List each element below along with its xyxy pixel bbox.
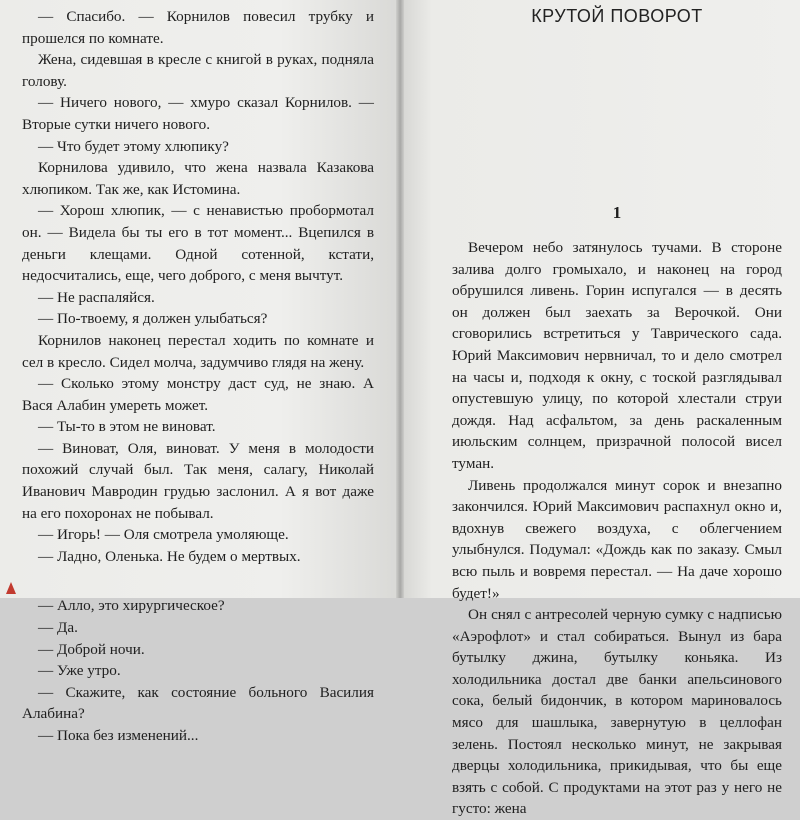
paragraph: — Не распаляйся. — [38, 288, 155, 306]
paragraph: — Пока без изменений... — [38, 727, 199, 744]
chapter-number: 1 — [612, 203, 622, 222]
paragraph: — Алло, это хирургическое? — [38, 597, 225, 615]
book-gutter — [396, 0, 404, 598]
red-mark-icon — [6, 582, 16, 594]
paragraph: — Спасибо. — Корнилов повесил трубку и прошелся по комнате. — [22, 8, 374, 47]
right-page-text — [452, 237, 782, 820]
paragraph: — Хорош хлюпик, — с ненавистью пробормотал он. — Видела бы ты его в тот момент... Вцепился в деньги клещами. Одной сотенной, кстати, недосчитались, еще, чего доброго, с меня вычтут. — [22, 202, 374, 285]
left-page-text — [22, 6, 374, 747]
paragraph: — Сколько этому монстру даст суд, не знаю. А Вася Алабин умереть может. — [22, 375, 374, 414]
paragraph: — Ты-то в этом не виноват. — [38, 418, 216, 436]
paragraph: — Игорь! — Оля смотрела умоляюще. — [38, 526, 289, 544]
paragraph: — По-твоему, я должен улыбаться? — [38, 310, 268, 328]
paragraph: — Доброй ночи. — [38, 640, 145, 658]
paragraph: Он снял с антресолей черную сумку с надписью «Аэрофлот» и стал собираться. Вынул из бара бутылку джина, бутылку коньяка. Из холодильника достал две банки апельсинового сока, белый бидончик, в котором мариновалось мясо для шашлыка, завернутую в целлофан зелень. Постоял несколько минут, не закрывая дверцы холодильника, прикидывая, что бы еще взять с собой. С продуктами на этот раз у него не густо: жена — [452, 606, 782, 818]
paragraph: Корнилова удивило, что жена назвала Казакова хлюпиком. Так же, как Истомина. — [22, 159, 374, 198]
paragraph: — Что будет этому хлюпику? — [38, 137, 229, 155]
paragraph: — Виноват, Оля, виноват. У меня в молодости похожий случай был. Так меня, салагу, Николай Иванович Мавродин грудью заслонил. А я вот даже на его похоронах не побывал. — [22, 439, 374, 522]
paragraph: Жена, сидевшая в кресле с книгой в руках, подняла голову. — [22, 51, 374, 90]
paragraph: Вечером небо затянулось тучами. В стороне залива долго громыхало, и наконец на город обрушился ливень. Горин испугался — в десять он должен был заехать за Верочкой. Они сговорились встретиться у Таврического сада. Юрий Максимович нервничал, то и дело смотрел на часы и, подходя к окну, с тоской разглядывал опустевшую улицу, по которой хлестали струи дождя. Над асфальтом, за день раскаленным июльским солнцем, призрачной полосой висел туман. — [452, 239, 782, 472]
left-page — [0, 0, 400, 744]
section-break — [22, 567, 374, 595]
paragraph: — Уже утро. — [38, 662, 121, 680]
paragraph: — Ничего нового, — хмуро сказал Корнилов. — Вторые сутки ничего нового. — [22, 94, 374, 133]
story-title: КРУТОЙ ПОВОРОТ — [531, 6, 703, 26]
paragraph: — Да. — [38, 619, 78, 637]
right-page — [400, 0, 800, 818]
paragraph: Ливень продолжался минут сорок и внезапно закончился. Юрий Максимович распахнул окно и, вдохнув свежего воздуха, с облегчением улыбнулся. Подумал: «Дождь как по заказу. Смыл всю пыль и вовремя перестал. — На даче хорошо будет!» — [452, 476, 782, 602]
paragraph: — Ладно, Оленька. Не будем о мертвых. — [38, 547, 301, 565]
paragraph: — Скажите, как состояние больного Василия Алабина? — [22, 683, 374, 723]
paragraph: Корнилов наконец перестал ходить по комнате и сел в кресло. Сидел молча, задумчиво глядя на жену. — [22, 331, 374, 371]
